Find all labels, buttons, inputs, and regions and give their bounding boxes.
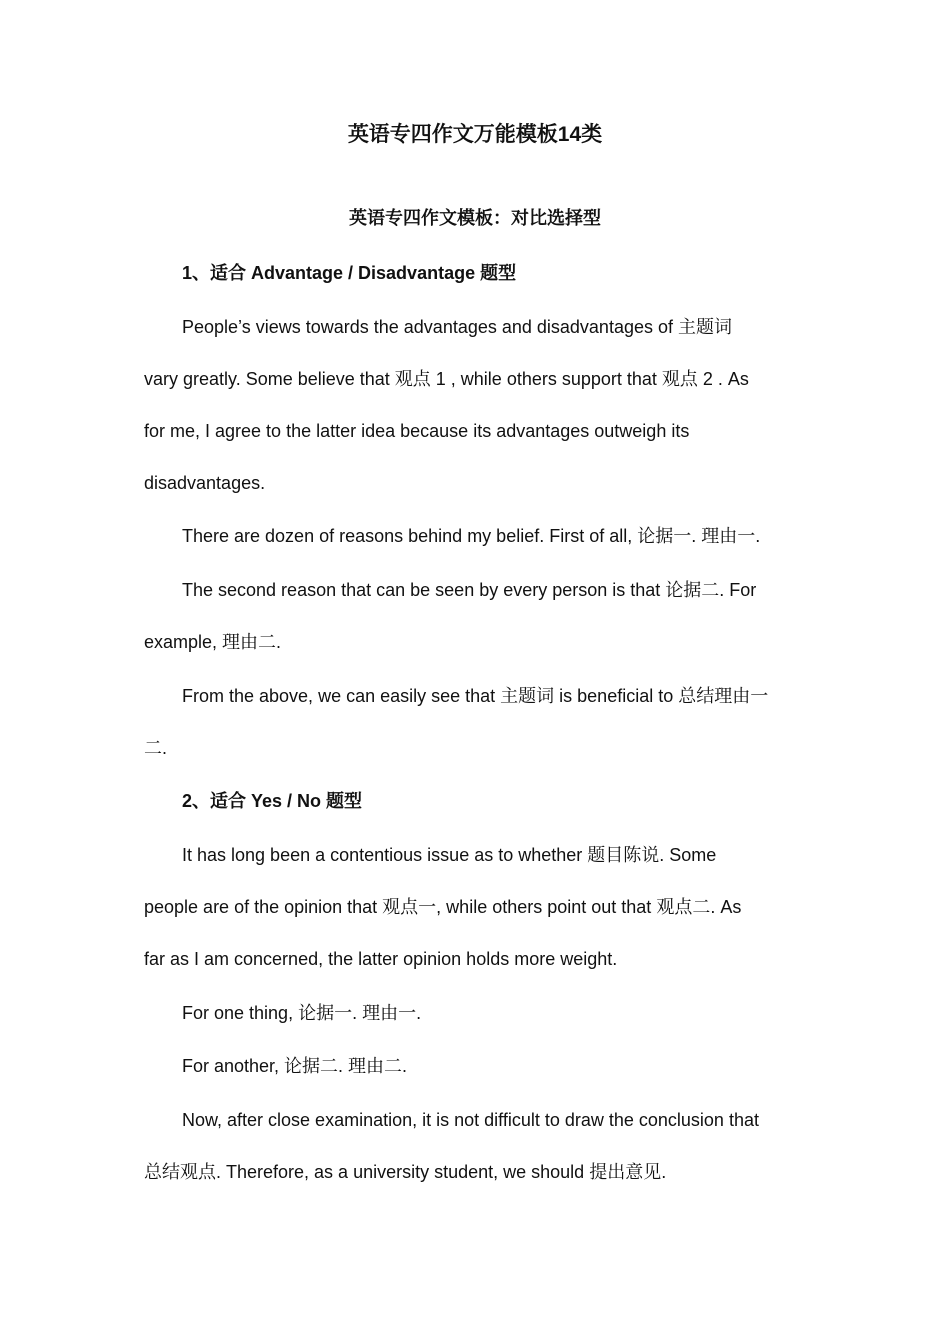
section2-heading: 2、适合 Yes / No 题型	[182, 791, 363, 811]
paragraph-line: It has long been a contentious issue as to whether 题目陈说. Some	[182, 845, 717, 865]
paragraph-line: 二.	[144, 738, 168, 758]
document-title: 英语专四作文万能模板14类	[347, 123, 603, 146]
paragraph-line: far as I am concerned, the latter opinion holds more weight.	[144, 949, 618, 969]
paragraph-line: disadvantages.	[144, 473, 266, 493]
paragraph-line: for me, I agree to the latter idea because its advantages outweigh its	[144, 421, 690, 441]
paragraph-line: The second reason that can be seen by every person is that 论据二. For	[182, 580, 757, 600]
paragraph-line: People’s views towards the advantages and disadvantages of 主题词	[182, 317, 732, 337]
paragraph-line: Now, after close examination, it is not difficult to draw the conclusion that	[182, 1110, 759, 1130]
section-subtitle: 英语专四作文模板：对比选择型	[349, 208, 601, 228]
section1-heading: 1、适合 Advantage / Disadvantage 题型	[182, 263, 517, 283]
paragraph-line: From the above, we can easily see that 主题词 is beneficial to 总结理由一	[182, 686, 769, 706]
paragraph-line: For one thing, 论据一. 理由一.	[182, 1003, 422, 1023]
paragraph-line: There are dozen of reasons behind my belief. First of all, 论据一. 理由一.	[182, 526, 761, 546]
paragraph-line: 总结观点. Therefore, as a university student, we should 提出意见.	[144, 1162, 667, 1182]
paragraph-line: For another, 论据二. 理由二.	[182, 1056, 408, 1076]
paragraph-line: example, 理由二.	[144, 632, 282, 652]
paragraph-line: people are of the opinion that 观点一, while others point out that 观点二. As	[144, 897, 742, 917]
paragraph-line: vary greatly. Some believe that 观点 1 , while others support that 观点 2 . As	[144, 369, 749, 389]
